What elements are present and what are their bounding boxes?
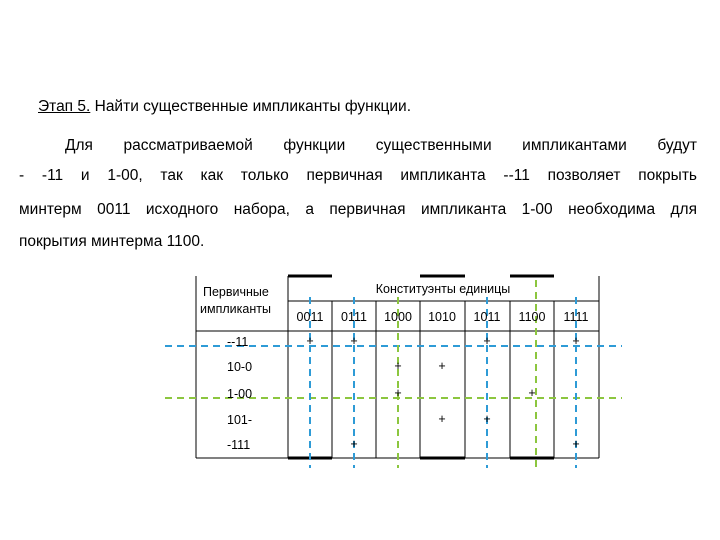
column-header: 1100 xyxy=(518,310,546,324)
cover-mark: + xyxy=(350,334,358,348)
cover-mark: + xyxy=(350,437,358,451)
cover-mark: + xyxy=(528,386,536,400)
step-label: Этап 5. xyxy=(38,98,91,115)
paragraph-line-4: покрытия минтерма 1100. xyxy=(19,233,205,250)
row-label: 1-00 xyxy=(227,387,253,401)
row-header-label-1: Первичные xyxy=(203,285,269,299)
cover-mark: + xyxy=(306,334,314,348)
row-label: -111 xyxy=(227,438,251,452)
cover-mark: + xyxy=(572,334,580,348)
column-header: 1011 xyxy=(473,310,501,324)
paragraph-line-3: минтерм 0011 исходного набора, а первичная импликанта 1-00 необходима для xyxy=(19,201,697,218)
cover-mark: + xyxy=(394,386,402,400)
cover-mark: + xyxy=(394,359,402,373)
cover-mark: + xyxy=(483,334,491,348)
top-thick-segments xyxy=(288,276,554,458)
columns-caption: Конституэнты единицы xyxy=(375,282,511,296)
row-label: 101- xyxy=(227,413,253,427)
column-header: 0111 xyxy=(341,310,367,324)
step-title: Найти существенные импликанты функции. xyxy=(90,98,411,115)
cover-mark: + xyxy=(572,437,580,451)
cover-mark: + xyxy=(438,359,446,373)
cover-mark: + xyxy=(483,412,491,426)
column-header: 1000 xyxy=(384,310,412,324)
row-label: 10-0 xyxy=(227,360,253,374)
cover-mark: + xyxy=(438,412,446,426)
row-header-label-2: импликанты xyxy=(200,302,271,316)
column-header: 1111 xyxy=(563,310,589,324)
paragraph-line-2: - -11 и 1-00, так как только первичная импликанта --11 позволяет покрыть xyxy=(19,167,697,184)
column-header: 0011 xyxy=(296,310,324,324)
column-header: 1010 xyxy=(428,310,456,324)
row-label: --11 xyxy=(227,335,249,349)
paragraph-line-1: Для рассматриваемой функции существенными импликантами будут xyxy=(65,137,697,154)
